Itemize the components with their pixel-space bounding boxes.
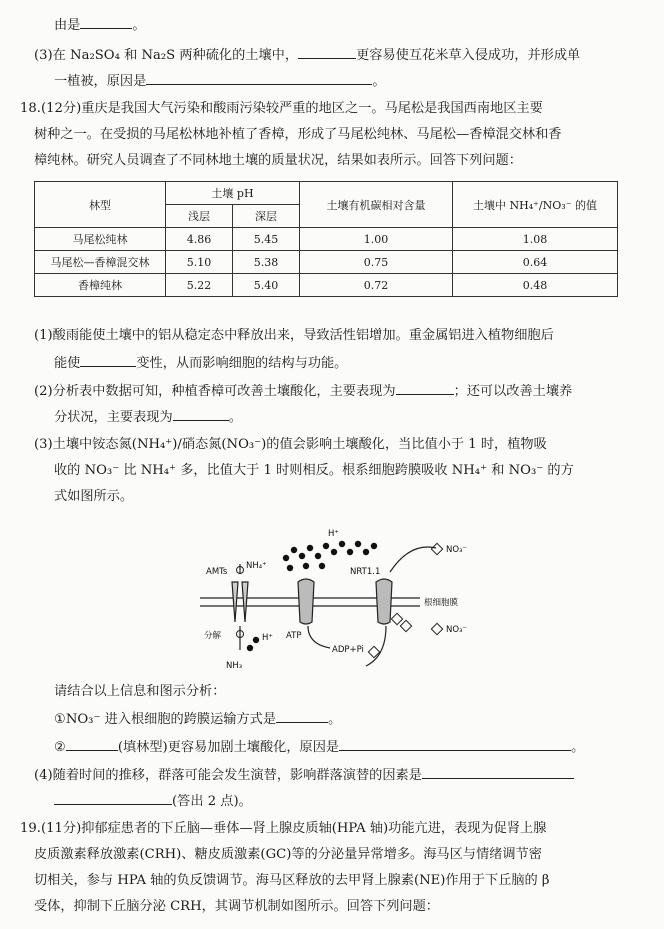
cell-deep: 5.38 [233, 251, 300, 274]
text: 18.(12分)重庆是我国大气污染和酸雨污染较严重的地区之一。马尾松是我国西南地区主要 [20, 101, 543, 116]
header-forest-type: 林型 [35, 182, 166, 228]
cell-carbon: 0.72 [300, 274, 453, 297]
table-row [35, 251, 618, 274]
label-nh3: NH₃ [226, 661, 243, 671]
text: 樟纯林。研究人员调查了不同林地土壤的质量状况，结果如表所示。回答下列问题： [34, 153, 522, 168]
label-atp: ATP [286, 631, 302, 641]
answer-blank[interactable] [422, 764, 574, 779]
text: (2)分析表中数据可知，种植香樟可改善土壤酸化，主要表现为 [34, 384, 396, 399]
text: 式如图所示。 [54, 489, 134, 504]
cell-carbon: 0.75 [300, 251, 453, 274]
text: ；还可以改善土壤养 [453, 384, 573, 399]
label-nh4-out: NH₄⁺ [246, 561, 267, 571]
line-q17-3-cont [54, 70, 386, 92]
text: 。 [571, 740, 585, 755]
q18-3-line-1 [34, 435, 547, 455]
q18-1-line-1 [34, 326, 554, 346]
q18-3-line-3 [54, 487, 133, 507]
q18-2-line-1 [34, 380, 572, 402]
label-decompose: 分解 [204, 631, 222, 641]
q18-3-line-2 [54, 461, 574, 481]
q18-3-sub-1 [54, 708, 341, 730]
atp-arrow [308, 626, 330, 648]
header-soil-ph: 土壤 pH [166, 182, 300, 205]
text: ①NO₃⁻ 进入根细胞的跨膜运输方式是 [54, 712, 277, 727]
amt-channel-shape [232, 582, 248, 622]
cell-type: 马尾松纯林 [35, 228, 166, 251]
label-h-plus-in: H⁺ [262, 633, 273, 643]
text: 请结合以上信息和图示分析： [54, 684, 226, 699]
q18-line-2 [34, 125, 562, 145]
text: (3)土壤中铵态氮(NH₄⁺)/硝态氮(NO₃⁻)的值会影响土壤酸化，当比值小于 1 时，植物吸 [34, 437, 547, 452]
q18-3-prompt [54, 682, 225, 702]
q18-2-line-2 [54, 406, 242, 428]
label-membrane: 根细胞膜 [424, 598, 459, 608]
header-organic-carbon: 土壤有机碳相对含量 [300, 182, 453, 228]
text: (答出 2 点)。 [172, 794, 252, 809]
header-nh4-no3-ratio: 土壤中 NH₄⁺/NO₃⁻ 的值 [453, 182, 618, 228]
cell-ratio: 0.48 [453, 274, 618, 297]
text: 收的 NO₃⁻ 比 NH₄⁺ 多，比值大于 1 时则相反。根系细胞跨膜吸收 NH₄⁺ 和 NO₃⁻ 的方 [54, 463, 574, 478]
table-row [35, 228, 618, 251]
text: 受体，抑制下丘脑分泌 CRH，其调节机制如图所示。回答下列问题： [34, 899, 439, 914]
cell-ratio: 0.64 [453, 251, 618, 274]
line-q17-3 [34, 44, 580, 66]
label-no3-in: NO₃⁻ [446, 625, 467, 635]
cell-type: 马尾松—香樟混交林 [35, 251, 166, 274]
atp-pump-shape [298, 579, 314, 624]
text: 皮质激素释放激素(CRH)、糖皮质激素(GC)等的分泌量异常增多。海马区与情绪调节密 [34, 847, 542, 862]
answer-blank[interactable] [339, 736, 571, 751]
header-deep: 深层 [233, 205, 300, 228]
text: 。 [228, 410, 242, 425]
table-row [35, 274, 618, 297]
cell-shallow: 5.22 [166, 274, 233, 297]
text: 。 [328, 712, 342, 727]
text: 。 [132, 18, 146, 33]
q19-heading [20, 819, 546, 839]
cell-deep: 5.40 [233, 274, 300, 297]
cell-ratio: 1.08 [453, 228, 618, 251]
text: (4)随着时间的推移，群落可能会发生演替，影响群落演替的因素是 [34, 768, 422, 783]
answer-blank[interactable] [80, 352, 136, 367]
nrt-carrier-shape [376, 579, 392, 624]
answer-blank[interactable] [80, 14, 132, 29]
cell-shallow: 5.10 [166, 251, 233, 274]
ion-transport-diagram [190, 522, 490, 674]
no3-out-shape [431, 543, 442, 554]
q19-line-3 [34, 871, 550, 891]
answer-blank[interactable] [146, 70, 372, 85]
header-shallow: 浅层 [166, 205, 233, 228]
label-h-plus-top: H⁺ [328, 529, 339, 539]
cell-deep: 5.45 [233, 228, 300, 251]
q19-line-4 [34, 897, 439, 917]
text: 。 [372, 74, 386, 89]
text: 19.(11分)抑郁症患者的下丘脑—垂体—肾上腺皮质轴(HPA 轴)功能亢进，表现为促肾上腺 [20, 821, 547, 836]
q18-line-3 [34, 151, 522, 171]
answer-blank[interactable] [298, 44, 356, 59]
text: 树种之一。在受损的马尾松林地补植了香樟，形成了马尾松纯林、马尾松—香樟混交林和香 [34, 127, 562, 142]
q18-4-line-1 [34, 764, 574, 786]
q18-heading [20, 99, 543, 119]
text: 分状况，主要表现为 [54, 410, 173, 425]
answer-blank[interactable] [173, 406, 229, 421]
text: (填林型)更容易加剧土壤酸化，原因是 [117, 740, 340, 755]
line-q17-2-end [54, 14, 146, 36]
answer-blank[interactable] [396, 380, 454, 395]
cell-shallow: 4.86 [166, 228, 233, 251]
cell-type: 香樟纯林 [35, 274, 166, 297]
label-amt: AMTs [206, 567, 228, 577]
label-nrt: NRT1.1 [350, 567, 381, 577]
text: 切相关，参与 HPA 轴的负反馈调节。海马区释放的去甲肾上腺素(NE)作用于下丘脑的 β [34, 873, 550, 888]
q18-3-sub-2 [54, 736, 584, 758]
text: 一植被，原因是 [54, 74, 147, 89]
text: 变性，从而影响细胞的结构与功能。 [136, 356, 348, 371]
soil-quality-table [34, 181, 618, 297]
no3-in-shape [431, 623, 442, 634]
label-no3-out: NO₃⁻ [446, 545, 467, 555]
answer-blank[interactable] [54, 790, 172, 805]
text: (3)在 Na₂SO₄ 和 Na₂S 两种硫化的土壤中， [34, 48, 299, 63]
q18-4-line-2 [54, 790, 252, 812]
no3-entry-arrow [390, 547, 436, 572]
text: (1)酸雨能使土壤中的铝从稳定态中释放出来，导致活性铝增加。重金属铝进入植物细胞后 [34, 328, 554, 343]
text: 由是 [54, 18, 81, 33]
text: ② [54, 740, 66, 755]
answer-blank[interactable] [66, 736, 118, 751]
text: 能使 [54, 356, 81, 371]
text: 更容易使互花米草入侵成功，并形成单 [356, 48, 581, 63]
h-return-arrow [366, 626, 386, 666]
answer-blank[interactable] [276, 708, 328, 723]
q19-line-2 [34, 845, 542, 865]
label-adp: ADP+Pi [332, 645, 364, 655]
cell-carbon: 1.00 [300, 228, 453, 251]
q18-1-line-2 [54, 352, 347, 374]
